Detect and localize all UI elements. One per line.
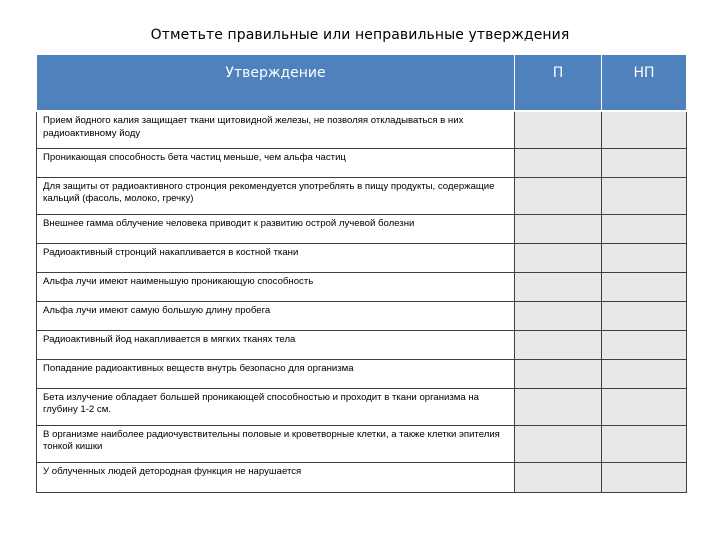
statement-text: Альфа лучи имеют наименьшую проникающую способность	[37, 272, 515, 301]
true-mark-cell[interactable]	[515, 214, 602, 243]
table-row	[37, 111, 687, 148]
true-mark-cell[interactable]	[515, 359, 602, 388]
false-mark-cell[interactable]	[602, 111, 687, 148]
true-mark-cell[interactable]	[515, 388, 602, 425]
false-mark-cell[interactable]	[602, 388, 687, 425]
statement-text: Радиоактивный стронций накапливается в костной ткани	[37, 243, 515, 272]
table-row	[37, 425, 687, 462]
true-mark-cell[interactable]	[515, 148, 602, 177]
table-header-row	[37, 55, 687, 112]
table-row	[37, 330, 687, 359]
false-mark-cell[interactable]	[602, 243, 687, 272]
false-mark-cell[interactable]	[602, 177, 687, 214]
statement-text: Попадание радиоактивных веществ внутрь безопасно для организма	[37, 359, 515, 388]
statement-text: Для защиты от радиоактивного стронция рекомендуется употреблять в пищу продукты, содержащие кальций (фасоль, молоко, гречку)	[37, 177, 515, 214]
false-mark-cell[interactable]	[602, 359, 687, 388]
true-mark-cell[interactable]	[515, 177, 602, 214]
false-mark-cell[interactable]	[602, 330, 687, 359]
statement-text: Радиоактивный йод накапливается в мягких тканях тела	[37, 330, 515, 359]
table-row	[37, 388, 687, 425]
statement-text: Альфа лучи имеют самую большую длину пробега	[37, 301, 515, 330]
statements-table	[36, 54, 687, 493]
table-row	[37, 462, 687, 492]
table-row	[37, 177, 687, 214]
statement-text: Внешнее гамма облучение человека приводит к развитию острой лучевой болезни	[37, 214, 515, 243]
table-row	[37, 243, 687, 272]
table-row	[37, 214, 687, 243]
table-row	[37, 272, 687, 301]
false-mark-cell[interactable]	[602, 272, 687, 301]
header-false: НП	[602, 55, 687, 112]
true-mark-cell[interactable]	[515, 111, 602, 148]
header-true: П	[515, 55, 602, 112]
page-title: Отметьте правильные или неправильные утверждения	[150, 27, 570, 43]
statement-text: В организме наиболее радиочувствительны половые и кроветворные клетки, а также клетки эпителия тонкой кишки	[37, 425, 515, 462]
table-row	[37, 301, 687, 330]
statement-text: Бета излучение обладает большей проникающей способностью и проходит в ткани организма на глубину 1-2 см.	[37, 388, 515, 425]
true-mark-cell[interactable]	[515, 243, 602, 272]
table-row	[37, 359, 687, 388]
header-statement: Утверждение	[37, 55, 515, 112]
statement-text: Проникающая способность бета частиц меньше, чем альфа частиц	[37, 148, 515, 177]
true-mark-cell[interactable]	[515, 301, 602, 330]
false-mark-cell[interactable]	[602, 148, 687, 177]
table-row	[37, 148, 687, 177]
false-mark-cell[interactable]	[602, 301, 687, 330]
true-mark-cell[interactable]	[515, 272, 602, 301]
true-mark-cell[interactable]	[515, 330, 602, 359]
false-mark-cell[interactable]	[602, 425, 687, 462]
statement-text: Прием йодного калия защищает ткани щитовидной железы, не позволяя откладываться в них радиоактивному йоду	[37, 111, 515, 148]
false-mark-cell[interactable]	[602, 462, 687, 492]
false-mark-cell[interactable]	[602, 214, 687, 243]
statement-text: У облученных людей детородная функция не нарушается	[37, 462, 515, 492]
true-mark-cell[interactable]	[515, 425, 602, 462]
true-mark-cell[interactable]	[515, 462, 602, 492]
